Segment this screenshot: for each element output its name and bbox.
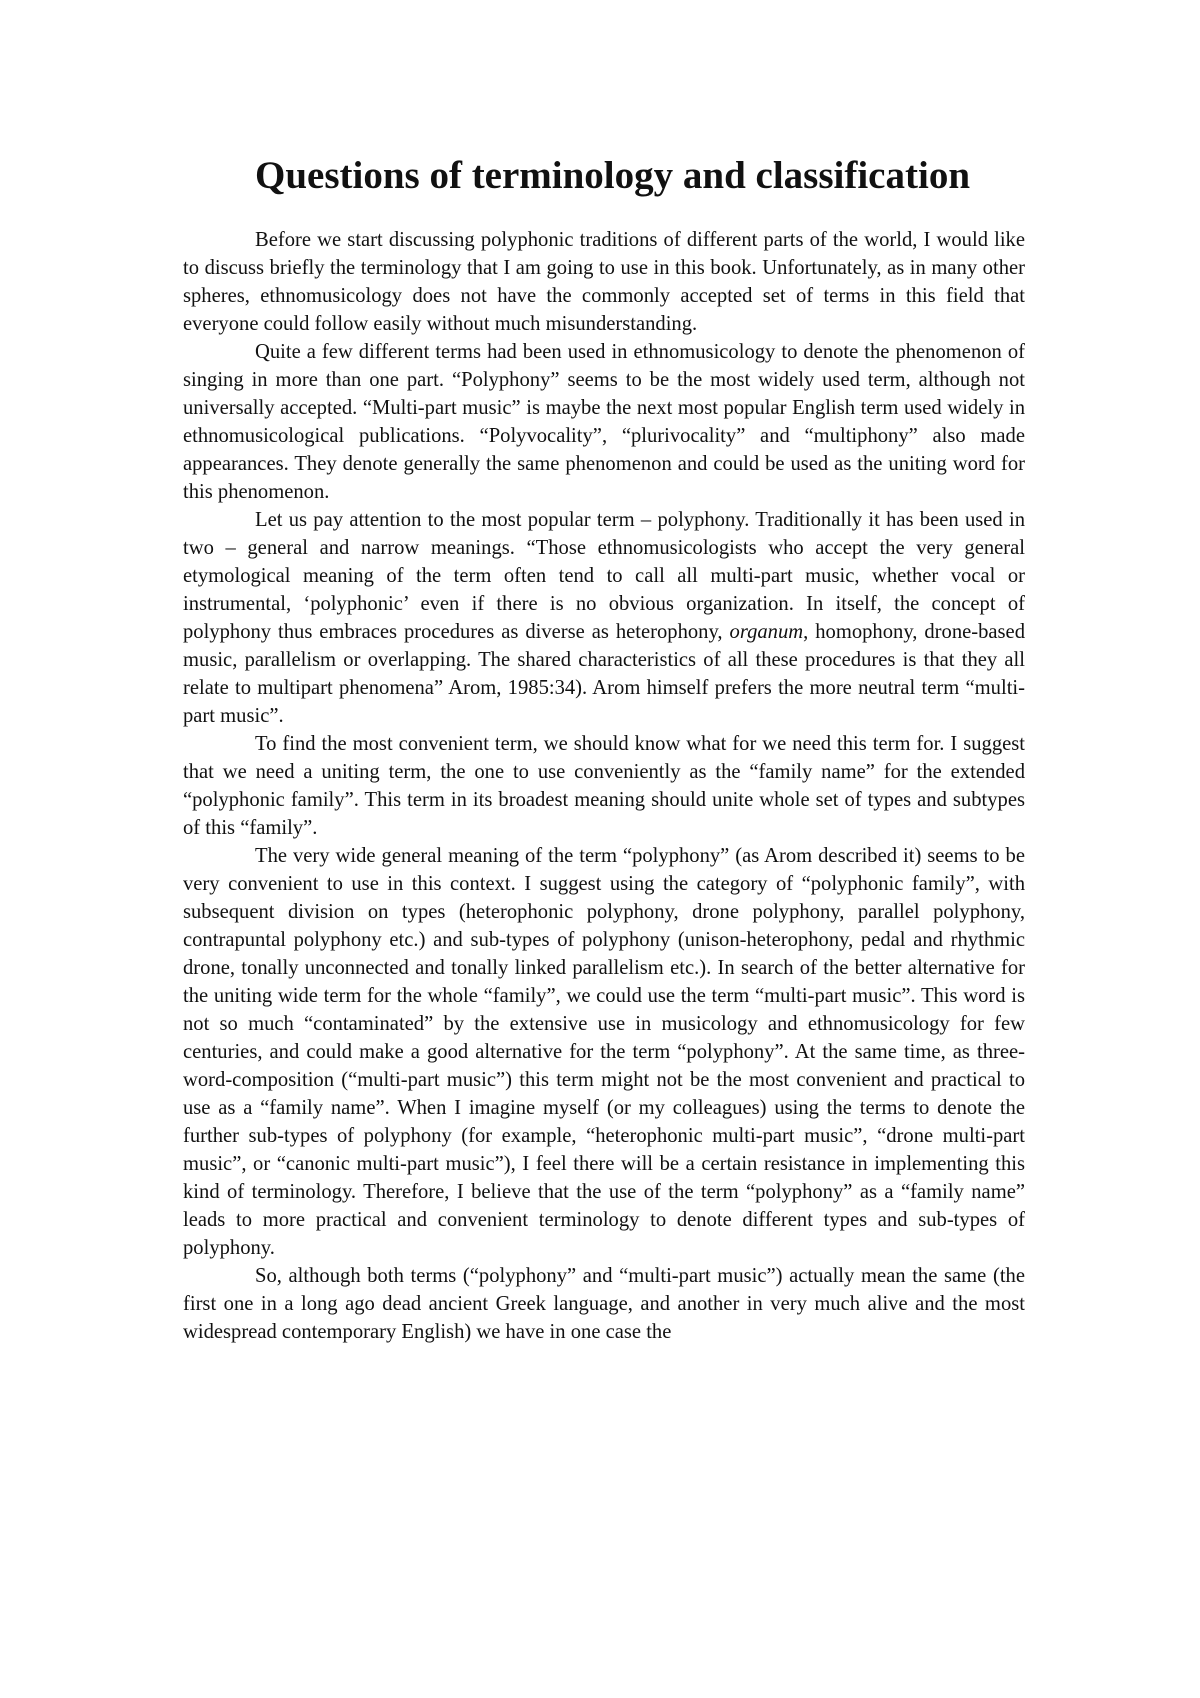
paragraph-text: So, although both terms (“polyphony” and “multi-part music”) actually mean the same (the first one in a long ago dead ancient Greek language, and another in very much alive and the most widespread contemporary English) we have in one case the xyxy=(183,1265,1025,1343)
document-page xyxy=(183,150,1025,1346)
paragraph xyxy=(183,506,1025,730)
paragraph xyxy=(183,338,1025,506)
paragraph xyxy=(183,226,1025,338)
paragraph-text: Let us pay attention to the most popular term – polyphony. Traditionally it has been used in two – general and narrow meanings. “Those ethnomusicologists who accept the very general etymological meaning of the term often tend to call all multi-part music, whether vocal or instrumental, ‘polyphonic’ even if there is no obvious organization. In itself, the concept of polyphony thus embraces procedures as diverse as heterophony, xyxy=(183,509,1025,643)
paragraph xyxy=(183,1262,1025,1346)
italic-term: organum xyxy=(729,621,804,643)
paragraph xyxy=(183,730,1025,842)
paragraph-text: The very wide general meaning of the term “polyphony” (as Arom described it) seems to be very convenient to use in this context. I suggest using the category of “polyphonic family”, with subsequent division on types (heterophonic polyphony, drone polyphony, parallel polyphony, contrapuntal polyphony etc.) and sub-types of polyphony (unison-heterophony, pedal and rhythmic drone, tonally unconnected and tonally linked parallelism etc.). In search of the better alternative for the uniting wide term for the whole “family”, we could use the term “multi-part music”. This word is not so much “contaminated” by the extensive use in musicology and ethnomusicology for few centuries, and could make a good alternative for the term “polyphony”. At the same time, as three-word-composition (“multi-part music”) this term might not be the most convenient and practical to use as a “family name”. When I imagine myself (or my colleagues) using the terms to denote the further sub-types of polyphony (for example, “heterophonic multi-part music”, “drone multi-part music”, or “canonic multi-part music”), I feel there will be a certain resistance in implementing this kind of terminology. Therefore, I believe that the use of the term “polyphony” as a “family name” leads to more practical and convenient terminology to denote different types and sub-types of polyphony. xyxy=(183,845,1025,1259)
chapter-title: Questions of terminology and classification xyxy=(255,154,971,197)
paragraph-text: Before we start discussing polyphonic traditions of different parts of the world, I would like to discuss briefly the terminology that I am going to use in this book. Unfortunately, as in many other spheres, ethnomusicology does not have the commonly accepted set of terms in this field that everyone could follow easily without much misunderstanding. xyxy=(183,229,1025,335)
body-text xyxy=(183,226,1025,1346)
paragraph-text: To find the most convenient term, we should know what for we need this term for. I suggest that we need a uniting term, the one to use conveniently as the “family name” for the extended “polyphonic family”. This term in its broadest meaning should unite whole set of types and subtypes of this “family”. xyxy=(183,733,1025,839)
paragraph xyxy=(183,842,1025,1262)
paragraph-text: Quite a few different terms had been used in ethnomusicology to denote the phenomenon of singing in more than one part. “Polyphony” seems to be the most widely used term, although not universally accepted. “Multi-part music” is maybe the next most popular English term used widely in ethnomusicological publications. “Polyvocality”, “plurivocality” and “multiphony” also made appearances. They denote generally the same phenomenon and could be used as the uniting word for this phenomenon. xyxy=(183,341,1025,503)
paragraph-text: , homophony, drone-based music, parallelism or overlapping. The shared characteristics of all these procedures is that they all relate to multipart phenomena” Arom, 1985:34). Arom himself prefers the more neutral term “multi-part music”. xyxy=(183,621,1025,727)
